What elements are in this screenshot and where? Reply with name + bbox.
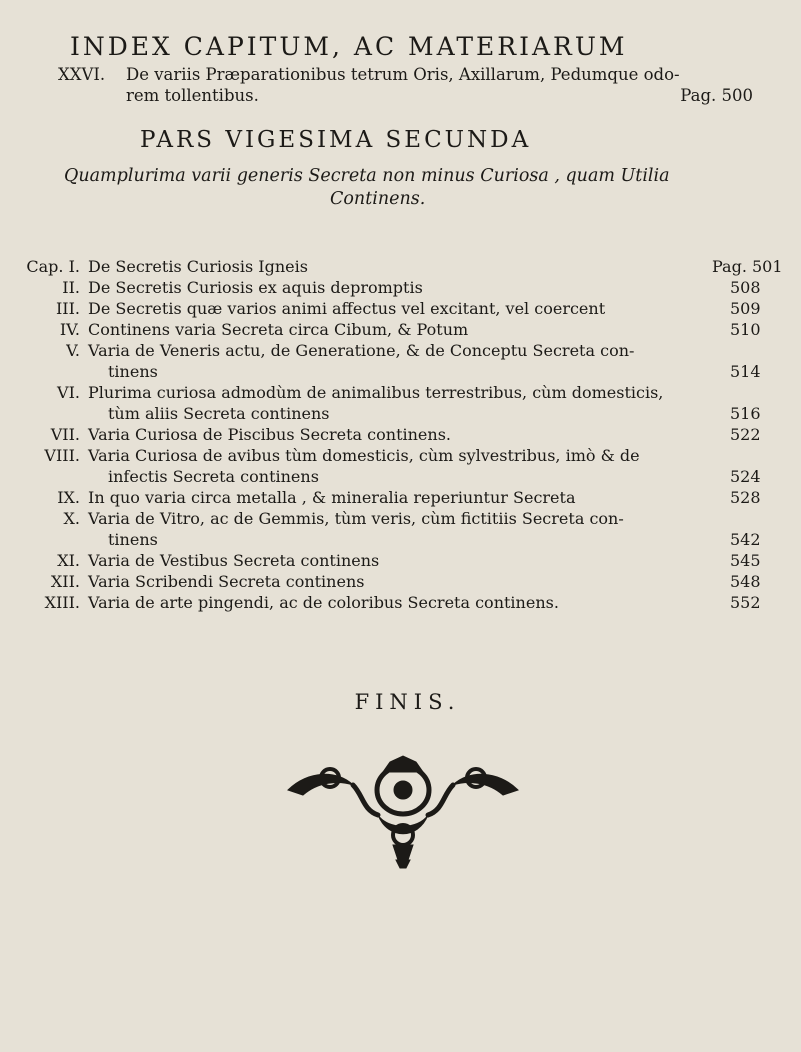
chapter-number: XIII. [44, 593, 80, 612]
chapter-title-continuation: tinens [108, 530, 158, 549]
chapter-page: 528 [730, 488, 761, 507]
chapter-number: III. [55, 299, 80, 318]
chapter-number: II. [62, 278, 80, 297]
chapter-page: 542 [730, 530, 761, 549]
chapter-title: In quo varia circa metalla , & mineralia reperiuntur Secreta [88, 488, 576, 507]
floral-tailpiece-ornament-icon [268, 750, 538, 870]
chapter-number: XXVI. [58, 65, 106, 84]
chapter-title: De Secretis Curiosis Igneis [88, 257, 308, 276]
chapter-title-line1: De variis Præparationibus tetrum Oris, Axillarum, Pedumque odo- [126, 65, 680, 84]
chapter-title-continuation: tinens [108, 362, 158, 381]
chapter-page: 510 [730, 320, 761, 339]
finis-text: FINIS. [354, 690, 461, 714]
part-subtitle-line2: Continens. [330, 189, 426, 209]
chapter-page: 516 [730, 404, 761, 423]
chapter-number: IV. [59, 320, 80, 339]
chapter-page: Pag. 500 [680, 86, 753, 105]
chapter-page: 514 [730, 362, 761, 381]
chapter-page: 545 [730, 551, 761, 570]
part-subtitle-line1: Quamplurima varii generis Secreta non minus Curiosa , quam Utilia [64, 166, 670, 186]
chapter-number: VII. [50, 425, 80, 444]
chapter-title: Plurima curiosa admodùm de animalibus terrestribus, cùm domesticis, [88, 383, 664, 402]
chapter-number: Cap. I. [26, 257, 80, 276]
chapter-title-line2: rem tollentibus. [126, 86, 259, 105]
chapter-title: Continens varia Secreta circa Cibum, & Potum [88, 320, 469, 339]
chapter-number: V. [66, 341, 80, 360]
chapter-title: Varia de Veneris actu, de Generatione, & de Conceptu Secreta con- [88, 341, 635, 360]
chapter-page: 508 [730, 278, 761, 297]
chapter-title: Varia Curiosa de Piscibus Secreta continens. [88, 425, 451, 444]
chapter-title: Varia de Vestibus Secreta continens [88, 551, 380, 570]
chapter-page: 509 [730, 299, 761, 318]
chapter-number: X. [63, 509, 80, 528]
chapter-page: Pag. 501 [712, 257, 783, 276]
chapter-title: Varia de Vitro, ac de Gemmis, tùm veris, cùm fictitiis Secreta con- [88, 509, 624, 528]
chapter-number: VIII. [44, 446, 80, 465]
chapter-title-continuation: tùm aliis Secreta continens [108, 404, 330, 423]
chapter-page: 552 [730, 593, 761, 612]
chapter-page: 524 [730, 467, 761, 486]
chapter-number: IX. [57, 488, 80, 507]
chapter-title: De Secretis quæ varios animi affectus vel excitant, vel coercent [88, 299, 606, 318]
chapter-number: XI. [57, 551, 80, 570]
part-title: PARS VIGESIMA SECUNDA [140, 127, 532, 153]
chapter-page: 522 [730, 425, 761, 444]
chapter-number: VI. [57, 383, 80, 402]
chapter-number: XII. [50, 572, 80, 591]
chapter-page: 548 [730, 572, 761, 591]
chapter-title: Varia Scribendi Secreta continens [88, 572, 365, 591]
chapter-title-continuation: infectis Secreta continens [108, 467, 319, 486]
chapter-title: De Secretis Curiosis ex aquis depromptis [88, 278, 423, 297]
index-heading: INDEX CAPITUM, AC MATERIARUM [70, 32, 628, 61]
chapter-title: Varia Curiosa de avibus tùm domesticis, cùm sylvestribus, imò & de [88, 446, 640, 465]
chapter-title: Varia de arte pingendi, ac de coloribus Secreta continens. [88, 593, 559, 612]
